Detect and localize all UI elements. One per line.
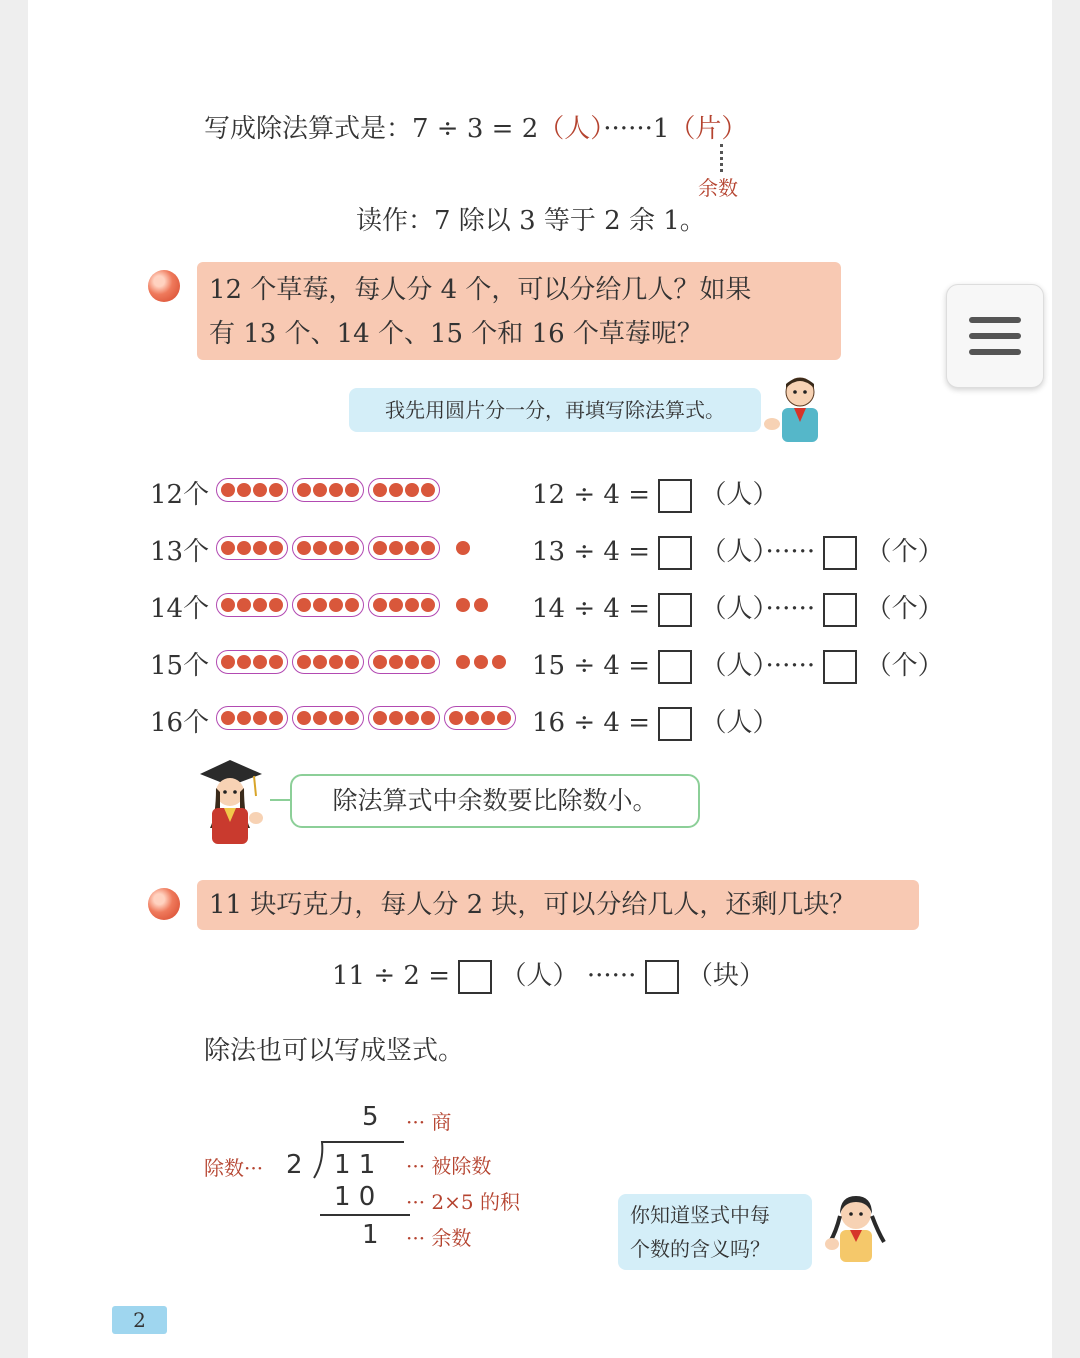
counter-group: [368, 593, 440, 617]
unit-text: （人）: [700, 594, 766, 624]
question-bullet-icon: [148, 270, 180, 302]
question-1-line2: 有 13 个、14 个、15 个和 16 个草莓呢？: [209, 319, 703, 349]
counter-dot: [237, 711, 251, 725]
leftover-dot: [474, 598, 488, 612]
bubble-tail: [270, 799, 292, 801]
dividend: 1 1: [334, 1150, 376, 1180]
counter-dot: [389, 598, 403, 612]
counter-dot: [253, 598, 267, 612]
equation-text: 14 ÷ 4 =: [532, 594, 650, 624]
leftover-dot: [492, 655, 506, 669]
counter-dot: [373, 711, 387, 725]
counter-dot: [313, 711, 327, 725]
question-2-equation: [332, 955, 765, 994]
dots: ······: [586, 961, 637, 991]
answer-box[interactable]: [658, 479, 692, 513]
counter-group: [368, 478, 440, 502]
counter-dot: [421, 541, 435, 555]
quotient: 5: [362, 1102, 379, 1132]
remainder-box[interactable]: [823, 650, 857, 684]
equation-text: 16 ÷ 4 =: [532, 708, 650, 738]
unit-person: （人）: [538, 114, 604, 144]
counter-dot: [313, 655, 327, 669]
row-label: 13个: [150, 537, 210, 567]
counter-dot: [297, 711, 311, 725]
counter-groups: [216, 536, 470, 560]
unit-block: （块）: [686, 961, 765, 991]
counter-dot: [421, 655, 435, 669]
counter-dot: [237, 483, 251, 497]
counter-dot: [421, 598, 435, 612]
counter-group: [216, 650, 288, 674]
counter-dot: [269, 598, 283, 612]
row-15: [150, 645, 209, 682]
vertical-intro: 除法也可以写成竖式。: [204, 1036, 465, 1066]
counter-group: [292, 593, 364, 617]
answer-box[interactable]: [658, 536, 692, 570]
counter-dot: [269, 655, 283, 669]
counter-dot: [269, 541, 283, 555]
equation-text: 15 ÷ 4 =: [532, 651, 650, 681]
counter-group: [368, 706, 440, 730]
counter-dot: [253, 483, 267, 497]
counter-group: [292, 478, 364, 502]
counter-dot: [405, 711, 419, 725]
equation-text: 11 ÷ 2 =: [332, 961, 450, 991]
product: 1 0: [334, 1182, 376, 1212]
remainder-box[interactable]: [823, 593, 857, 627]
counter-dot: [313, 541, 327, 555]
unit-text: （人）: [700, 708, 779, 738]
dots-one: ······1: [603, 114, 670, 144]
counter-dot: [405, 598, 419, 612]
counter-dot: [221, 483, 235, 497]
counter-dot: [329, 711, 343, 725]
counter-dot: [237, 655, 251, 669]
remainder-pointer: [720, 144, 723, 172]
dots: ······: [765, 594, 816, 624]
menu-icon: [969, 317, 1021, 323]
counter-dot: [373, 483, 387, 497]
answer-box[interactable]: [458, 960, 492, 994]
row-equation: [532, 645, 944, 684]
equation-text: 13 ÷ 4 =: [532, 537, 650, 567]
counter-group: [368, 650, 440, 674]
unit-text: （人）: [700, 651, 766, 681]
girl-icon: [820, 1192, 892, 1264]
counter-dot: [221, 711, 235, 725]
counter-dot: [421, 711, 435, 725]
question-1-line1: 12 个草莓，每人分 4 个，可以分给几人？如果: [209, 275, 752, 305]
counter-dot: [329, 598, 343, 612]
counter-dot: [405, 655, 419, 669]
counter-dot: [389, 541, 403, 555]
counter-dot: [373, 541, 387, 555]
counter-group: [216, 593, 288, 617]
remainder-label-div: ··· 余数: [406, 1226, 472, 1250]
counter-dot: [269, 711, 283, 725]
counter-group: [368, 536, 440, 560]
remainder-unit: （个）: [865, 537, 944, 567]
counter-dot: [345, 598, 359, 612]
remainder-unit: （个）: [865, 594, 944, 624]
counter-dot: [313, 483, 327, 497]
question-1-box: [197, 262, 841, 360]
remainder-box[interactable]: [645, 960, 679, 994]
row-label: 16个: [150, 708, 210, 738]
counter-dot: [221, 541, 235, 555]
question-2-box: 11 块巧克力，每人分 2 块，可以分给几人，还剩几块？: [197, 880, 919, 930]
subtraction-line: [320, 1214, 410, 1216]
row-13: [150, 531, 209, 568]
counter-dot: [481, 711, 495, 725]
girl-bubble-line2: 个数的含义吗？: [630, 1237, 770, 1261]
counter-group: [292, 650, 364, 674]
remainder-unit: （个）: [865, 651, 944, 681]
counter-dot: [421, 483, 435, 497]
counter-group: [216, 706, 288, 730]
counter-dot: [237, 541, 251, 555]
leftover-dot: [474, 655, 488, 669]
counter-dot: [497, 711, 511, 725]
dividend-label: ··· 被除数: [406, 1154, 492, 1178]
counter-group: [292, 706, 364, 730]
counter-groups: [216, 650, 506, 674]
unit-piece: （片）: [669, 114, 748, 144]
counter-dot: [345, 541, 359, 555]
row-12: [150, 474, 209, 511]
counter-dot: [297, 655, 311, 669]
divisor: 2: [286, 1150, 303, 1180]
dots: ······: [765, 537, 816, 567]
equation-text: 12 ÷ 4 =: [532, 480, 650, 510]
boy-speech-bubble: 我先用圆片分一分，再填写除法算式。: [349, 388, 761, 432]
unit-person: （人）: [500, 961, 579, 991]
read-as-text: 读作：7 除以 3 等于 2 余 1。: [356, 206, 706, 236]
row-label: 15个: [150, 651, 210, 681]
row-14: [150, 588, 209, 625]
counter-group: [216, 536, 288, 560]
counter-dot: [329, 483, 343, 497]
counter-dot: [313, 598, 327, 612]
product-label: ··· 2×5 的积: [406, 1190, 520, 1214]
question-bullet-icon: [148, 888, 180, 920]
row-16: [150, 702, 209, 739]
counter-dot: [269, 483, 283, 497]
remainder-label: 余数: [698, 176, 738, 200]
answer-box[interactable]: [658, 593, 692, 627]
counter-dot: [373, 655, 387, 669]
quotient-label: ··· 商: [406, 1110, 452, 1134]
counter-groups: [216, 593, 488, 617]
counter-group: [292, 536, 364, 560]
teacher-speech-bubble: 除法算式中余数要比除数小。: [290, 774, 700, 828]
answer-box[interactable]: [658, 650, 692, 684]
counter-dot: [253, 655, 267, 669]
menu-icon-bar: [969, 333, 1021, 339]
girl-bubble-line1: 你知道竖式中每: [630, 1203, 770, 1227]
unit-text: （人）: [700, 537, 766, 567]
menu-icon-bar: [969, 349, 1021, 355]
boy-icon: [762, 374, 828, 446]
intro-formula: [204, 108, 747, 145]
counter-dot: [389, 483, 403, 497]
counter-dot: [253, 711, 267, 725]
row-equation: [532, 474, 779, 513]
answer-box[interactable]: [658, 707, 692, 741]
counter-dot: [329, 541, 343, 555]
counter-dot: [221, 598, 235, 612]
row-equation: [532, 702, 779, 741]
counter-dot: [465, 711, 479, 725]
remainder-box[interactable]: [823, 536, 857, 570]
counter-dot: [345, 655, 359, 669]
page-number: 2: [112, 1306, 167, 1334]
counter-dot: [389, 655, 403, 669]
counter-groups: [216, 478, 444, 502]
leftover-dot: [456, 541, 470, 555]
counter-dot: [297, 598, 311, 612]
counter-dot: [297, 483, 311, 497]
row-equation: [532, 588, 944, 627]
girl-speech-bubble: [618, 1194, 812, 1270]
dots: ······: [765, 651, 816, 681]
counter-dot: [297, 541, 311, 555]
remainder: 1: [362, 1220, 379, 1250]
counter-dot: [329, 655, 343, 669]
divisor-label: 除数···: [204, 1156, 264, 1180]
counter-dot: [449, 711, 463, 725]
counter-dot: [253, 541, 267, 555]
row-equation: [532, 531, 944, 570]
counter-dot: [373, 598, 387, 612]
row-label: 14个: [150, 594, 210, 624]
teacher-icon: [190, 756, 270, 846]
counter-dot: [221, 655, 235, 669]
counter-dot: [345, 711, 359, 725]
menu-button[interactable]: [946, 284, 1044, 388]
counter-group: [444, 706, 516, 730]
unit-text: （人）: [700, 480, 779, 510]
counter-groups: [216, 706, 520, 730]
counter-dot: [345, 483, 359, 497]
formula-prefix: 写成除法算式是：7 ÷ 3 = 2: [204, 114, 539, 144]
counter-dot: [237, 598, 251, 612]
counter-dot: [405, 483, 419, 497]
leftover-dot: [456, 655, 470, 669]
counter-dot: [405, 541, 419, 555]
leftover-dot: [456, 598, 470, 612]
counter-group: [216, 478, 288, 502]
counter-dot: [389, 711, 403, 725]
row-label: 12个: [150, 480, 210, 510]
